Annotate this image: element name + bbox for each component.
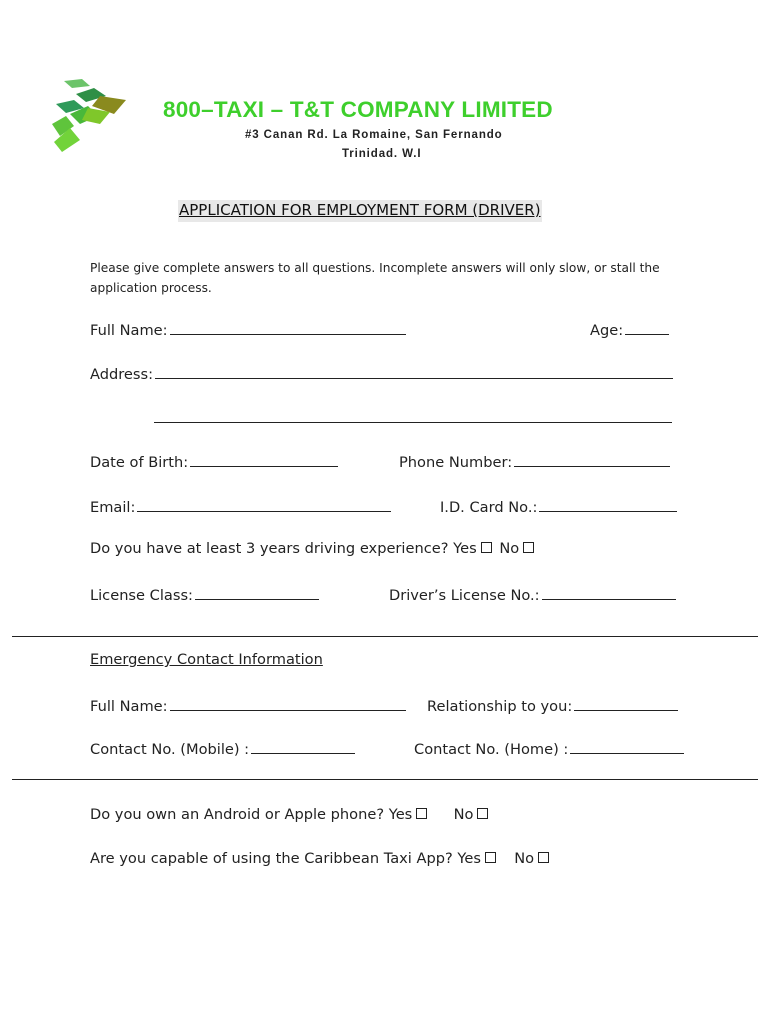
dob-label: Date of Birth: (90, 454, 189, 471)
experience-row (90, 540, 537, 557)
company-name: 800–TAXI – T&T COMPANY LIMITED (163, 97, 553, 122)
email-row (90, 497, 391, 516)
section-divider (12, 636, 758, 637)
app-yes-label: Yes (457, 850, 481, 867)
emergency-name-label: Full Name: (90, 698, 168, 715)
mobile-field[interactable] (251, 739, 355, 754)
relationship-field[interactable] (574, 696, 678, 711)
address-field[interactable] (155, 364, 673, 379)
email-field[interactable] (137, 497, 391, 512)
emergency-name-field[interactable] (170, 696, 406, 711)
age-row (590, 320, 669, 339)
address-label: Address: (90, 366, 154, 383)
email-label: Email: (90, 499, 136, 516)
full-name-label: Full Name: (90, 322, 168, 339)
license-class-field[interactable] (195, 585, 319, 600)
age-field[interactable] (625, 320, 669, 335)
phone-question: Do you own an Android or Apple phone? (90, 806, 385, 823)
experience-yes-checkbox[interactable] (481, 542, 492, 553)
phone-no-label: No (453, 806, 474, 823)
app-yes-checkbox[interactable] (485, 852, 496, 863)
home-phone-row (414, 739, 684, 758)
relationship-label: Relationship to you: (427, 698, 573, 715)
section-divider-2 (12, 779, 758, 780)
relationship-row (427, 696, 678, 715)
app-no-checkbox[interactable] (538, 852, 549, 863)
home-phone-label: Contact No. (Home) : (414, 741, 569, 758)
company-logo (48, 76, 138, 158)
license-class-row (90, 585, 319, 604)
address-row-2 (152, 408, 672, 427)
form-instructions: Please give complete answers to all questions. Incomplete answers will only slow, or stall the application process. (90, 261, 660, 295)
emergency-name-row (90, 696, 406, 715)
phone-question-row (90, 806, 491, 823)
app-question-row (90, 850, 552, 867)
home-phone-field[interactable] (570, 739, 684, 754)
drivers-license-field[interactable] (542, 585, 676, 600)
address-field-2[interactable] (154, 408, 672, 423)
mobile-label: Contact No. (Mobile) : (90, 741, 250, 758)
age-label: Age: (590, 322, 624, 339)
dob-row (90, 452, 338, 471)
id-card-field[interactable] (539, 497, 677, 512)
license-class-label: License Class: (90, 587, 193, 604)
experience-no-label: No (499, 540, 520, 557)
company-address-line1: #3 Canan Rd. La Romaine, San Fernando (245, 129, 503, 141)
mobile-row (90, 739, 355, 758)
form-title: APPLICATION FOR EMPLOYMENT FORM (DRIVER) (178, 200, 542, 222)
id-card-label: I.D. Card No.: (440, 499, 538, 516)
id-card-row (440, 497, 677, 516)
dob-field[interactable] (190, 452, 338, 467)
full-name-field[interactable] (170, 320, 406, 335)
company-address-line2: Trinidad. W.I (342, 148, 422, 160)
experience-question: Do you have at least 3 years driving experience? (90, 540, 449, 557)
phone-no-checkbox[interactable] (477, 808, 488, 819)
drivers-license-label: Driver’s License No.: (389, 587, 540, 604)
drivers-license-row (389, 585, 676, 604)
phone-label: Phone Number: (399, 454, 513, 471)
address-row (90, 364, 673, 383)
phone-yes-checkbox[interactable] (416, 808, 427, 819)
app-no-label: No (514, 850, 535, 867)
experience-yes-label: Yes (453, 540, 477, 557)
emergency-section-title: Emergency Contact Information (90, 651, 323, 668)
phone-yes-label: Yes (388, 806, 413, 823)
experience-no-checkbox[interactable] (523, 542, 534, 553)
phone-field[interactable] (514, 452, 670, 467)
full-name-row (90, 320, 406, 339)
phone-row (399, 452, 670, 471)
app-question: Are you capable of using the Caribbean Taxi App? (90, 850, 453, 867)
